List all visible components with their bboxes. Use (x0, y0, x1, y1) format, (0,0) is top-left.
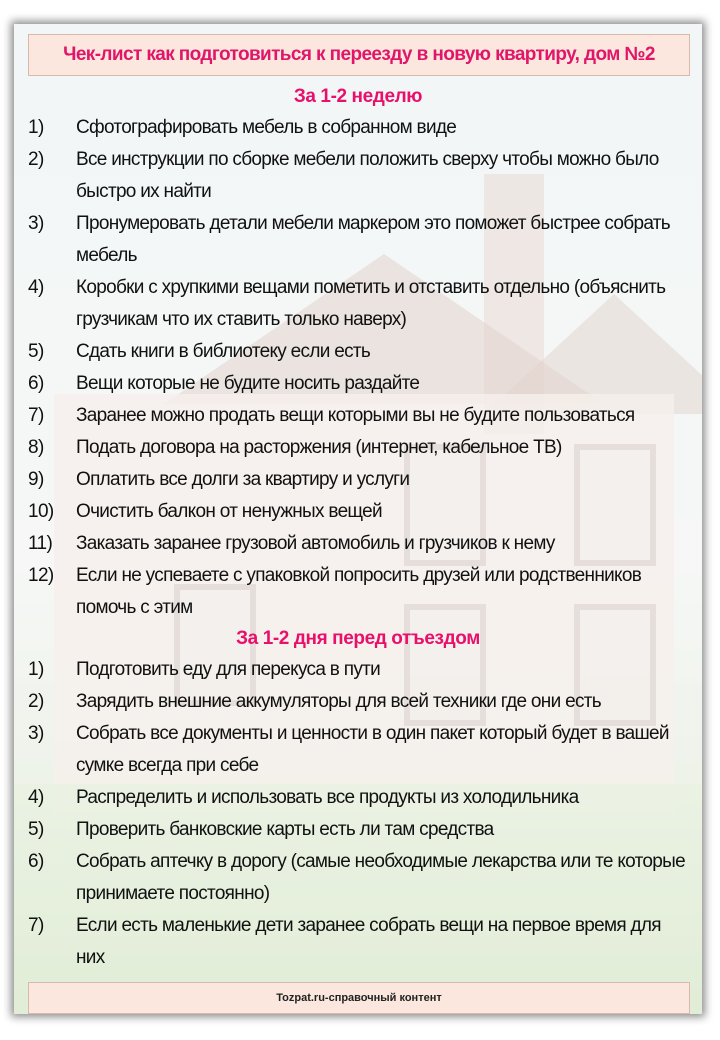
checklist-item (28, 336, 688, 368)
checklist-item (28, 112, 688, 144)
checklist-item (28, 432, 688, 464)
title-banner (28, 34, 690, 76)
item-number: 7) (28, 915, 44, 936)
checklist-item (28, 464, 688, 496)
checklist-item (28, 272, 688, 336)
item-number: 2) (28, 149, 44, 170)
footer-credit: Tozpat.ru-справочный контент (276, 992, 442, 1004)
item-number: 3) (28, 213, 44, 234)
item-text: Заказать заранее грузовой автомобиль и грузчиков к нему (76, 533, 555, 554)
item-text: Подготовить еду для перекуса в пути (76, 659, 381, 680)
item-number: 6) (28, 373, 44, 394)
footer-banner (28, 982, 690, 1014)
item-text: Зарядить внешние аккумуляторы для всей техники где они есть (76, 691, 601, 712)
checklist-item (28, 496, 688, 528)
item-text: Если есть маленькие дети заранее собрать вещи на первое время для них (76, 915, 661, 968)
checklist-content (28, 82, 688, 974)
item-text: Проверить банковские карты есть ли там средства (76, 819, 494, 840)
item-text: Очистить балкон от ненужных вещей (76, 501, 382, 522)
item-number: 10) (28, 501, 54, 522)
checklist-item (28, 560, 688, 624)
item-text: Собрать аптечку в дорогу (самые необходимые лекарства или те которые принимаете постоянно) (76, 851, 685, 904)
checklist-item (28, 718, 688, 782)
checklist-item (28, 910, 688, 974)
item-text: Сфотографировать мебель в собранном виде (76, 117, 457, 138)
item-text: Все инструкции по сборке мебели положить сверху чтобы можно было быстро их найти (76, 149, 659, 202)
section-title-1-2-days: За 1-2 дня перед отъездом (236, 628, 480, 649)
item-number: 7) (28, 405, 44, 426)
checklist-item (28, 846, 688, 910)
checklist-item (28, 144, 688, 208)
checklist-item (28, 400, 688, 432)
item-text: Вещи которые не будите носить раздайте (76, 373, 420, 394)
item-number: 11) (28, 533, 53, 554)
checklist-days (28, 654, 688, 974)
checklist-item (28, 686, 688, 718)
item-number: 12) (28, 565, 54, 586)
section-title-1-2-weeks: За 1-2 неделю (293, 86, 423, 107)
item-text: Подать договора на расторжения (интернет, кабельное ТВ) (76, 437, 562, 458)
item-number: 1) (28, 659, 44, 680)
checklist-item (28, 814, 688, 846)
checklist-card (14, 24, 702, 1014)
checklist-item (28, 368, 688, 400)
item-number: 8) (28, 437, 44, 458)
item-number: 4) (28, 277, 44, 298)
item-text: Сдать книги в библиотеку если есть (76, 341, 371, 362)
checklist-item (28, 782, 688, 814)
item-text: Распределить и использовать все продукты из холодильника (76, 787, 579, 808)
item-number: 2) (28, 691, 44, 712)
item-text: Оплатить все долги за квартиру и услуги (76, 469, 410, 490)
item-text: Заранее можно продать вещи которыми вы не будите пользоваться (76, 405, 635, 426)
item-number: 5) (28, 341, 44, 362)
item-text: Собрать все документы и ценности в один пакет который будет в вашей сумке всегда при себе (76, 723, 669, 776)
checklist-item (28, 208, 688, 272)
checklist-weeks (28, 112, 688, 624)
item-text: Пронумеровать детали мебели маркером это поможет быстрее собрать мебель (76, 213, 670, 266)
checklist-item (28, 528, 688, 560)
item-text: Если не успеваете с упаковкой попросить друзей или родственников помочь с этим (76, 565, 642, 618)
checklist-item (28, 654, 688, 686)
page-title: Чек-лист как подготовиться к переезду в новую квартиру, дом №2 (63, 44, 655, 65)
item-number: 1) (28, 117, 44, 138)
item-number: 6) (28, 851, 44, 872)
item-number: 9) (28, 469, 44, 490)
item-number: 3) (28, 723, 44, 744)
item-number: 5) (28, 819, 44, 840)
item-text: Коробки с хрупкими вещами пометить и отставить отдельно (объяснить грузчикам что их ставить только наверх) (76, 277, 666, 330)
item-number: 4) (28, 787, 44, 808)
